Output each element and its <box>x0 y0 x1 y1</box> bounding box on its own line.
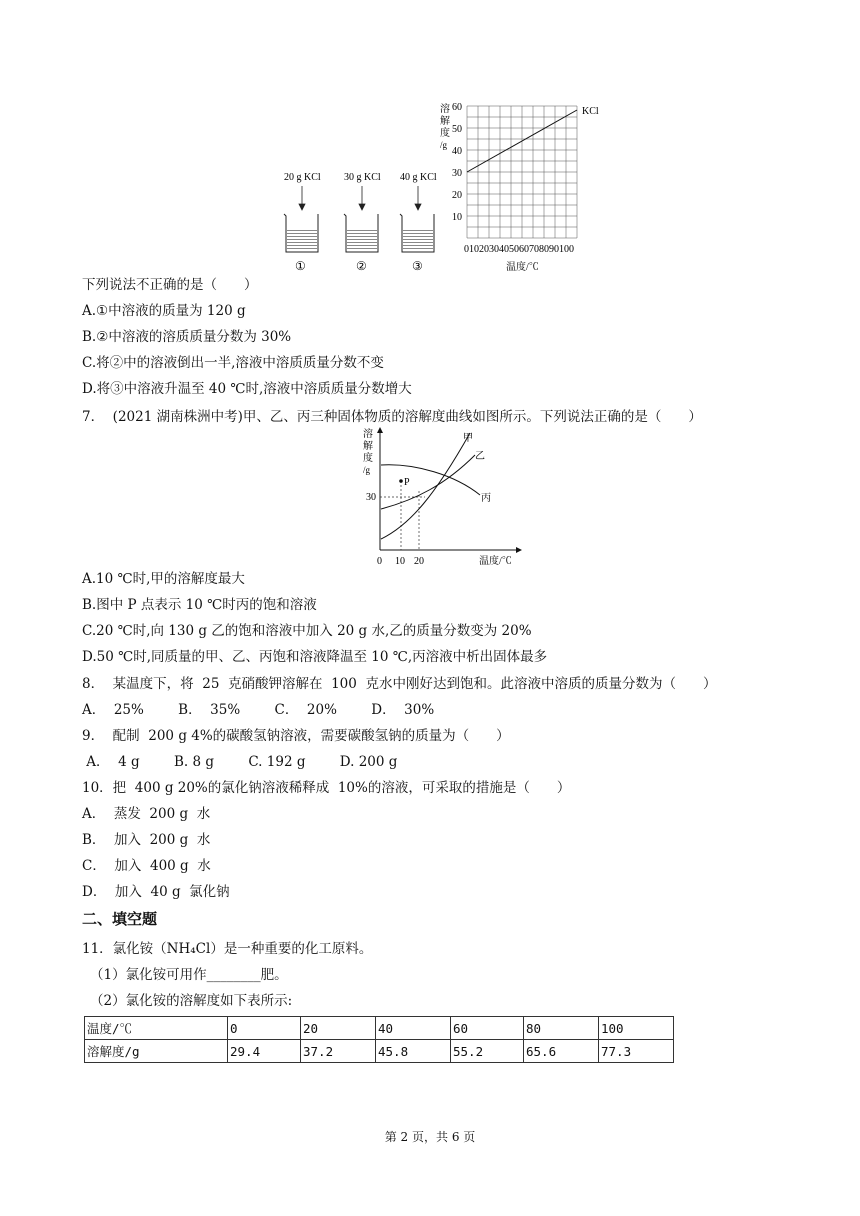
y-tick-30: 30 <box>452 168 462 179</box>
x-ticks: 0102030405060708090100 <box>464 244 574 255</box>
kcl-figure <box>270 100 620 280</box>
table-cell: 80 <box>524 1017 599 1040</box>
beaker-label-1: 20 g KCl <box>284 172 321 183</box>
beaker-label-3: 40 g KCl <box>400 172 437 183</box>
fig2-y-tick-30: 30 <box>366 492 376 503</box>
q6-option-c: C.将②中的溶液倒出一半,溶液中溶质质量分数不变 <box>82 355 384 371</box>
beaker-number-3: ③ <box>412 259 423 273</box>
fig2-x-tick-0: 0 <box>377 556 382 567</box>
kcl-curve-label: KCl <box>582 106 599 117</box>
curve-jia-label: 甲 <box>463 433 473 444</box>
fig2-y-label-3: 度 <box>363 453 373 464</box>
fig2-y-label-4: /g <box>363 465 371 475</box>
y-label-2: 解 <box>440 116 450 127</box>
y-tick-10: 10 <box>452 212 462 223</box>
x-label: 温度/℃ <box>506 262 539 273</box>
table-cell: 温度/℃ <box>85 1017 228 1040</box>
table-cell: 37.2 <box>301 1040 376 1063</box>
beaker-2 <box>344 214 378 252</box>
table-cell: 20 <box>301 1017 376 1040</box>
q10-stem: 10．把 400 g 20%的氯化钠溶液稀释成 10%的溶液，可采取的措施是（ ） <box>82 780 571 796</box>
table-row <box>85 1017 674 1040</box>
point-p <box>399 479 403 483</box>
q10-option-a: A． 蒸发 200 g 水 <box>82 806 211 822</box>
table-cell: 40 <box>376 1017 451 1040</box>
q6-stem: 下列说法不正确的是（ ） <box>82 277 258 293</box>
fig2-x-label: 温度/℃ <box>479 556 512 567</box>
q6-option-b: B.②中溶液的溶质质量分数为 30% <box>82 329 292 345</box>
y-label-3: 度 <box>440 128 450 139</box>
y-tick-50: 50 <box>452 124 462 135</box>
q11-sub2: （2）氯化铵的溶解度如下表所示: <box>90 993 293 1009</box>
beaker-label-2: 30 g KCl <box>344 172 381 183</box>
table-cell: 溶解度/g <box>85 1040 228 1063</box>
page-footer: 第 2 页，共 6 页 <box>384 1130 476 1144</box>
fig2-y-label-1: 溶 <box>363 429 373 440</box>
fig2-y-label-2: 解 <box>363 441 373 452</box>
q7-option-a: A.10 ℃时,甲的溶解度最大 <box>82 571 245 587</box>
solubility-curves-figure <box>355 425 530 570</box>
table-cell: 29.4 <box>228 1040 301 1063</box>
q10-option-d: D． 加入 40 g 氯化钠 <box>82 884 230 900</box>
beaker-number-1: ① <box>295 259 306 273</box>
table-cell: 55.2 <box>451 1040 524 1063</box>
fig2-x-tick-10: 10 <box>395 556 405 567</box>
y-tick-20: 20 <box>452 190 462 201</box>
q7-stem: 7． (2021 湖南株洲中考)甲、乙、丙三种固体物质的溶解度曲线如图所示。下列说法正确的是（ ） <box>82 409 702 425</box>
y-label-4: /g <box>440 140 448 150</box>
beaker-number-2: ② <box>356 259 367 273</box>
q10-option-c: C． 加入 400 g 水 <box>82 858 211 874</box>
q6-option-a: A.①中溶液的质量为 120 g <box>82 303 246 319</box>
q11-stem: 11．氯化铵（NH₄Cl）是一种重要的化工原料。 <box>82 941 373 957</box>
q7-option-b: B.图中 P 点表示 10 ℃时丙的饱和溶液 <box>82 597 317 613</box>
beaker-1 <box>284 214 318 252</box>
y-label-1: 溶 <box>440 104 450 115</box>
solubility-table <box>84 1016 674 1063</box>
table-cell: 65.6 <box>524 1040 599 1063</box>
q6-option-d: D.将③中溶液升温至 40 ℃时,溶液中溶质质量分数增大 <box>82 381 412 397</box>
q10-option-b: B． 加入 200 g 水 <box>82 832 211 848</box>
curve-yi-label: 乙 <box>475 451 485 462</box>
table-cell: 77.3 <box>599 1040 674 1063</box>
curve-yi <box>381 455 475 509</box>
q8-options: A． 25% B． 35% C． 20% D． 30% <box>82 702 435 718</box>
beaker-3 <box>400 214 434 252</box>
q7-option-d: D.50 ℃时,同质量的甲、乙、丙饱和溶液降温至 10 ℃,丙溶液中析出固体最多 <box>82 649 548 665</box>
table-cell: 60 <box>451 1017 524 1040</box>
y-tick-40: 40 <box>452 146 462 157</box>
curve-bing-label: 丙 <box>481 493 491 504</box>
fig2-x-tick-20: 20 <box>414 556 424 567</box>
curve-bing <box>381 465 480 495</box>
q7-option-c: C.20 ℃时,向 130 g 乙的饱和溶液中加入 20 g 水,乙的质量分数变为 20% <box>82 623 532 639</box>
section-heading: 二、填空题 <box>82 910 158 928</box>
table-cell: 45.8 <box>376 1040 451 1063</box>
table-row <box>85 1040 674 1063</box>
q9-stem: 9． 配制 200 g 4%的碳酸氢钠溶液，需要碳酸氢钠的质量为（ ） <box>82 728 510 744</box>
chart-grid <box>467 106 577 238</box>
curve-jia <box>381 433 470 539</box>
point-p-label: P <box>404 477 410 488</box>
q8-stem: 8． 某温度下，将 25 克硝酸钾溶解在 100 克水中刚好达到饱和。此溶液中溶质的质量分数为（ ） <box>82 676 717 692</box>
q11-sub1: （1）氯化铵可用作________肥。 <box>90 967 288 983</box>
q9-options: A． 4 g B. 8 g C. 192 g D. 200 g <box>82 754 398 770</box>
table-cell: 0 <box>228 1017 301 1040</box>
y-tick-60: 60 <box>452 102 462 113</box>
table-cell: 100 <box>599 1017 674 1040</box>
